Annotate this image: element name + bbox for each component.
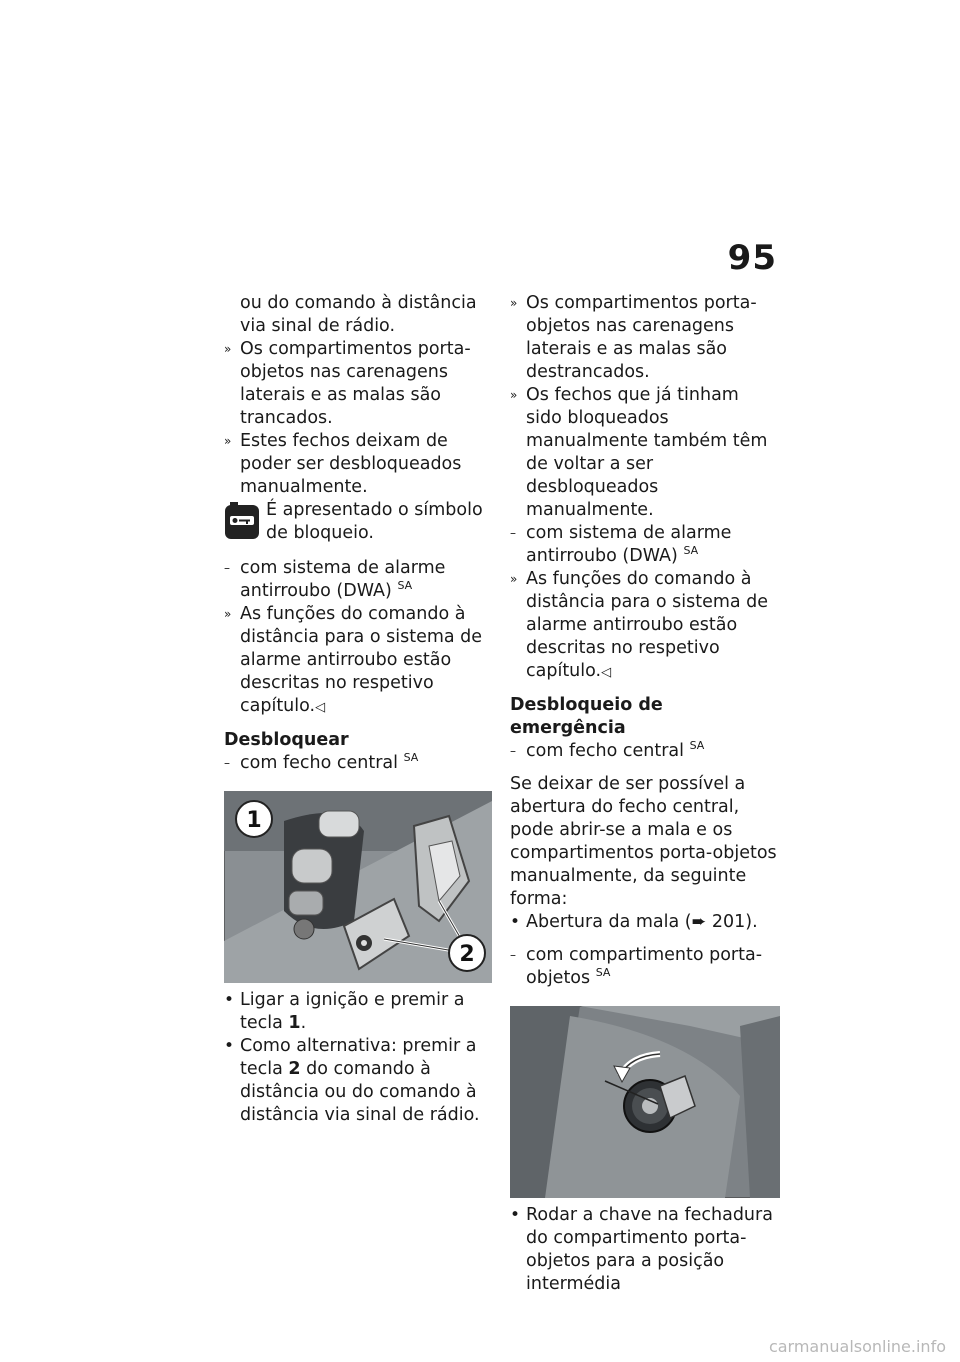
left-result-2: » Estes fechos deixam de poder ser desbloqueados manualmente. xyxy=(224,431,462,497)
left-result-1: » Os compartimentos porta-objetos nas carenagens laterais e as malas são trancados. xyxy=(224,339,471,428)
left-result-3: » As funções do comando à distância para o sistema de alarme antirroubo estão descritas no respetivo capítulo.◁ xyxy=(224,604,483,716)
lock-symbol-note xyxy=(224,499,492,547)
watermark: carmanualsonline.info xyxy=(768,1337,946,1356)
right-condition-dwa: – com sistema de alarme antirroubo (DWA) $^{SA}$ xyxy=(510,523,732,566)
heading-desbloquear: Desbloquear xyxy=(224,730,349,750)
result-arrow-icon: » xyxy=(510,388,518,402)
right-result-3: » As funções do comando à distância para o sistema de alarme antirroubo estão descritas no respetivo capítulo.◁ xyxy=(510,569,769,681)
result-arrow-icon: » xyxy=(510,572,518,586)
right-condition-central: – com fecho central $^{SA}$ xyxy=(510,739,705,761)
page-reference-arrow-icon: ➨ xyxy=(691,912,712,932)
lock-symbol-text: É apresentado o símbolo de bloqueio. xyxy=(266,500,483,543)
left-column xyxy=(224,292,492,1127)
end-mark-icon: ◁ xyxy=(315,700,326,715)
figure-label-1: 1 xyxy=(246,808,262,833)
bullet-icon: • xyxy=(224,990,235,1010)
left-step-1: • Ligar a ignição e premir a tecla 1. xyxy=(224,990,465,1033)
condition-dash-icon: – xyxy=(224,756,230,770)
left-continuation-text: ou do comando à distância via sinal de rádio. xyxy=(240,293,477,336)
right-column xyxy=(510,292,778,1296)
end-mark-icon: ◁ xyxy=(601,665,612,680)
right-result-2: » Os fechos que já tinham sido bloqueados manualmente também têm de voltar a ser desbloqueados manualmente. xyxy=(510,385,768,520)
handlebar-switch-figure xyxy=(224,791,492,983)
right-paragraph: Se deixar de ser possível a abertura do fecho central, pode abrir-se a mala e os compartimentos porta-objetos manualmente, da seguinte forma: xyxy=(510,774,777,909)
lock-symbol-icon xyxy=(224,501,260,541)
condition-dash-icon: – xyxy=(224,561,230,575)
condition-dash-icon: – xyxy=(510,744,516,758)
bullet-icon: • xyxy=(224,1036,235,1056)
page-reference[interactable]: 201 xyxy=(711,912,746,932)
result-arrow-icon: » xyxy=(510,296,518,310)
bullet-icon: • xyxy=(510,912,521,932)
result-arrow-icon: » xyxy=(224,607,232,621)
figure-label-2: 2 xyxy=(459,942,475,967)
right-step-1: • Abertura da mala (➨ 201). xyxy=(510,912,758,932)
result-arrow-icon: » xyxy=(224,434,232,448)
left-condition-dwa: – com sistema de alarme antirroubo (DWA) $^{SA}$ xyxy=(224,558,446,601)
condition-dash-icon: – xyxy=(510,948,516,962)
right-condition-compartment: – com compartimento porta-objetos $^{SA}$ xyxy=(510,945,763,988)
result-arrow-icon: » xyxy=(224,342,232,356)
compartment-lock-figure xyxy=(510,1006,780,1198)
right-step-2: • Rodar a chave na fechadura do compartimento porta-objetos para a posição intermédia xyxy=(510,1205,773,1294)
page-number: 95 xyxy=(727,238,777,278)
left-condition-central: – com fecho central $^{SA}$ xyxy=(224,751,419,773)
bullet-icon: • xyxy=(510,1205,521,1225)
right-result-1: » Os compartimentos porta-objetos nas carenagens laterais e as malas são destrancados. xyxy=(510,293,757,382)
left-step-2: • Como alternativa: premir a tecla 2 do comando à distância ou do comando à distância via sinal de rádio. xyxy=(224,1036,480,1125)
heading-desbloqueio-emergencia: Desbloqueio de emergência xyxy=(510,695,663,738)
condition-dash-icon: – xyxy=(510,526,516,540)
